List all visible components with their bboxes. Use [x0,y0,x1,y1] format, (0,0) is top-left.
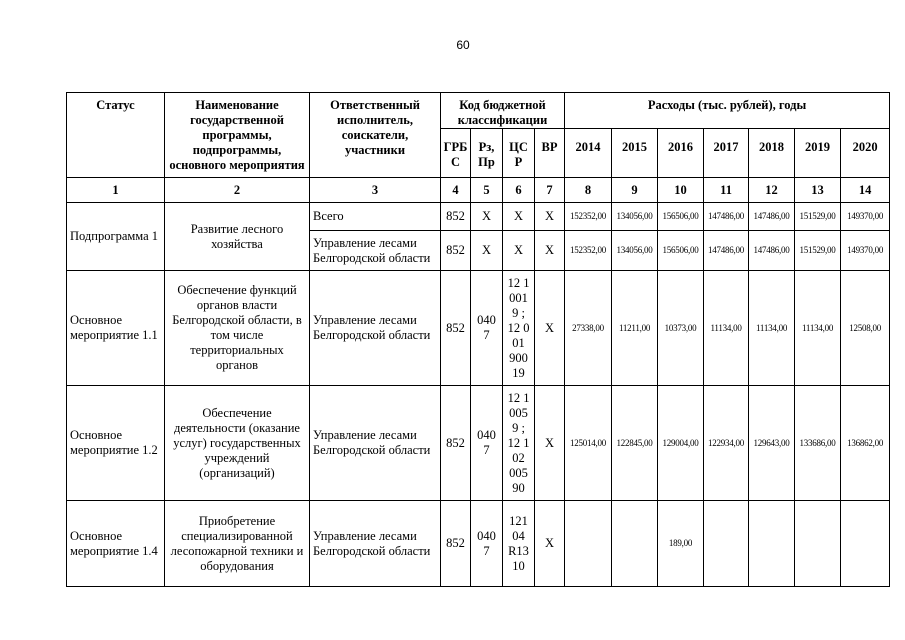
expense-cell: 136862,00 [841,386,890,501]
expense-cell: 151529,00 [795,203,841,231]
activity-status: Основное мероприятие 1.1 [67,271,165,386]
expense-cell: 11134,00 [704,271,749,386]
expense-cell [612,501,658,587]
responsible-cell: Всего [310,203,441,231]
expense-cell: 134056,00 [612,203,658,231]
header-year: 2017 [704,129,749,178]
header-responsible: Ответственный исполнитель, соискатели, участники [310,93,441,178]
expense-cell [704,501,749,587]
activity-status: Основное мероприятие 1.4 [67,501,165,587]
column-number: 14 [841,178,890,203]
expense-cell: 125014,00 [565,386,612,501]
column-number: 5 [471,178,503,203]
rz-pr-cell: Х [471,231,503,271]
grbs-cell: 852 [441,203,471,231]
activity-status: Основное мероприятие 1.2 [67,386,165,501]
rz-pr-cell: 040 7 [471,386,503,501]
expense-cell: 147486,00 [704,231,749,271]
vr-cell: Х [535,231,565,271]
vr-cell: Х [535,271,565,386]
activity-row [67,386,890,501]
csr-cell: 121 04 R13 10 [503,501,535,587]
header-year: 2015 [612,129,658,178]
vr-cell: Х [535,203,565,231]
column-number: 12 [749,178,795,203]
column-number: 2 [165,178,310,203]
subprogram-total-row [67,203,890,231]
expense-cell: 12508,00 [841,271,890,386]
subprogram-status: Подпрограмма 1 [67,203,165,271]
grbs-cell: 852 [441,386,471,501]
csr-cell: Х [503,203,535,231]
expense-cell: 133686,00 [795,386,841,501]
expense-cell: 122934,00 [704,386,749,501]
expense-cell: 147486,00 [749,203,795,231]
activity-row [67,271,890,386]
grbs-cell: 852 [441,271,471,386]
expense-cell: 149370,00 [841,203,890,231]
expense-cell: 122845,00 [612,386,658,501]
activity-name: Обеспечение функций органов власти Белгородской области, в том числе территориальных органов [165,271,310,386]
expense-cell: 11134,00 [795,271,841,386]
header-budget-code: Код бюджетной классификации [441,93,565,129]
grbs-cell: 852 [441,231,471,271]
column-number-row [67,178,890,203]
header-csr: ЦС Р [503,129,535,178]
column-number: 4 [441,178,471,203]
header-year: 2014 [565,129,612,178]
column-number: 3 [310,178,441,203]
vr-cell: Х [535,501,565,587]
header-name: Наименование государственной программы, подпрограммы, основного мероприятия [165,93,310,178]
header-expenses: Расходы (тыс. рублей), годы [565,93,890,129]
csr-cell: 12 1 005 9 ; 12 1 02 005 90 [503,386,535,501]
expense-cell: 129004,00 [658,386,704,501]
rz-pr-cell: Х [471,203,503,231]
budget-table [66,92,890,587]
responsible-cell: Управление лесами Белгородской области [310,501,441,587]
expense-cell: 11211,00 [612,271,658,386]
header-grbs: ГРБ С [441,129,471,178]
expense-cell: 189,00 [658,501,704,587]
expense-cell: 129643,00 [749,386,795,501]
expense-cell [565,501,612,587]
expense-cell: 134056,00 [612,231,658,271]
expense-cell: 152352,00 [565,231,612,271]
expense-cell: 149370,00 [841,231,890,271]
header-status: Статус [67,93,165,178]
vr-cell: Х [535,386,565,501]
expense-cell: 156506,00 [658,231,704,271]
column-number: 8 [565,178,612,203]
column-number: 11 [704,178,749,203]
column-number: 13 [795,178,841,203]
responsible-cell: Управление лесами Белгородской области [310,386,441,501]
expense-cell: 10373,00 [658,271,704,386]
grbs-cell: 852 [441,501,471,587]
expense-cell: 156506,00 [658,203,704,231]
responsible-cell: Управление лесами Белгородской области [310,231,441,271]
expense-cell: 147486,00 [749,231,795,271]
subprogram-name: Развитие лесного хозяйства [165,203,310,271]
expense-cell: 152352,00 [565,203,612,231]
column-number: 6 [503,178,535,203]
column-number: 10 [658,178,704,203]
expense-cell: 27338,00 [565,271,612,386]
header-year: 2016 [658,129,704,178]
expense-cell: 147486,00 [704,203,749,231]
activity-name: Приобретение специализированной лесопожарной техники и оборудования [165,501,310,587]
header-vr: ВР [535,129,565,178]
activity-name: Обеспечение деятельности (оказание услуг) государственных учреждений (организаций) [165,386,310,501]
header-year: 2019 [795,129,841,178]
page-number: 60 [456,38,470,52]
expense-cell [795,501,841,587]
csr-cell: Х [503,231,535,271]
header-rz-pr: Рз, Пр [471,129,503,178]
activity-row [67,501,890,587]
csr-cell: 12 1 001 9 ; 12 0 01 900 19 [503,271,535,386]
column-number: 1 [67,178,165,203]
rz-pr-cell: 040 7 [471,501,503,587]
expense-cell: 151529,00 [795,231,841,271]
column-number: 9 [612,178,658,203]
header-row [67,93,890,129]
header-year: 2018 [749,129,795,178]
expense-cell: 11134,00 [749,271,795,386]
column-number: 7 [535,178,565,203]
expense-cell [841,501,890,587]
expense-cell [749,501,795,587]
header-year: 2020 [841,129,890,178]
responsible-cell: Управление лесами Белгородской области [310,271,441,386]
rz-pr-cell: 040 7 [471,271,503,386]
